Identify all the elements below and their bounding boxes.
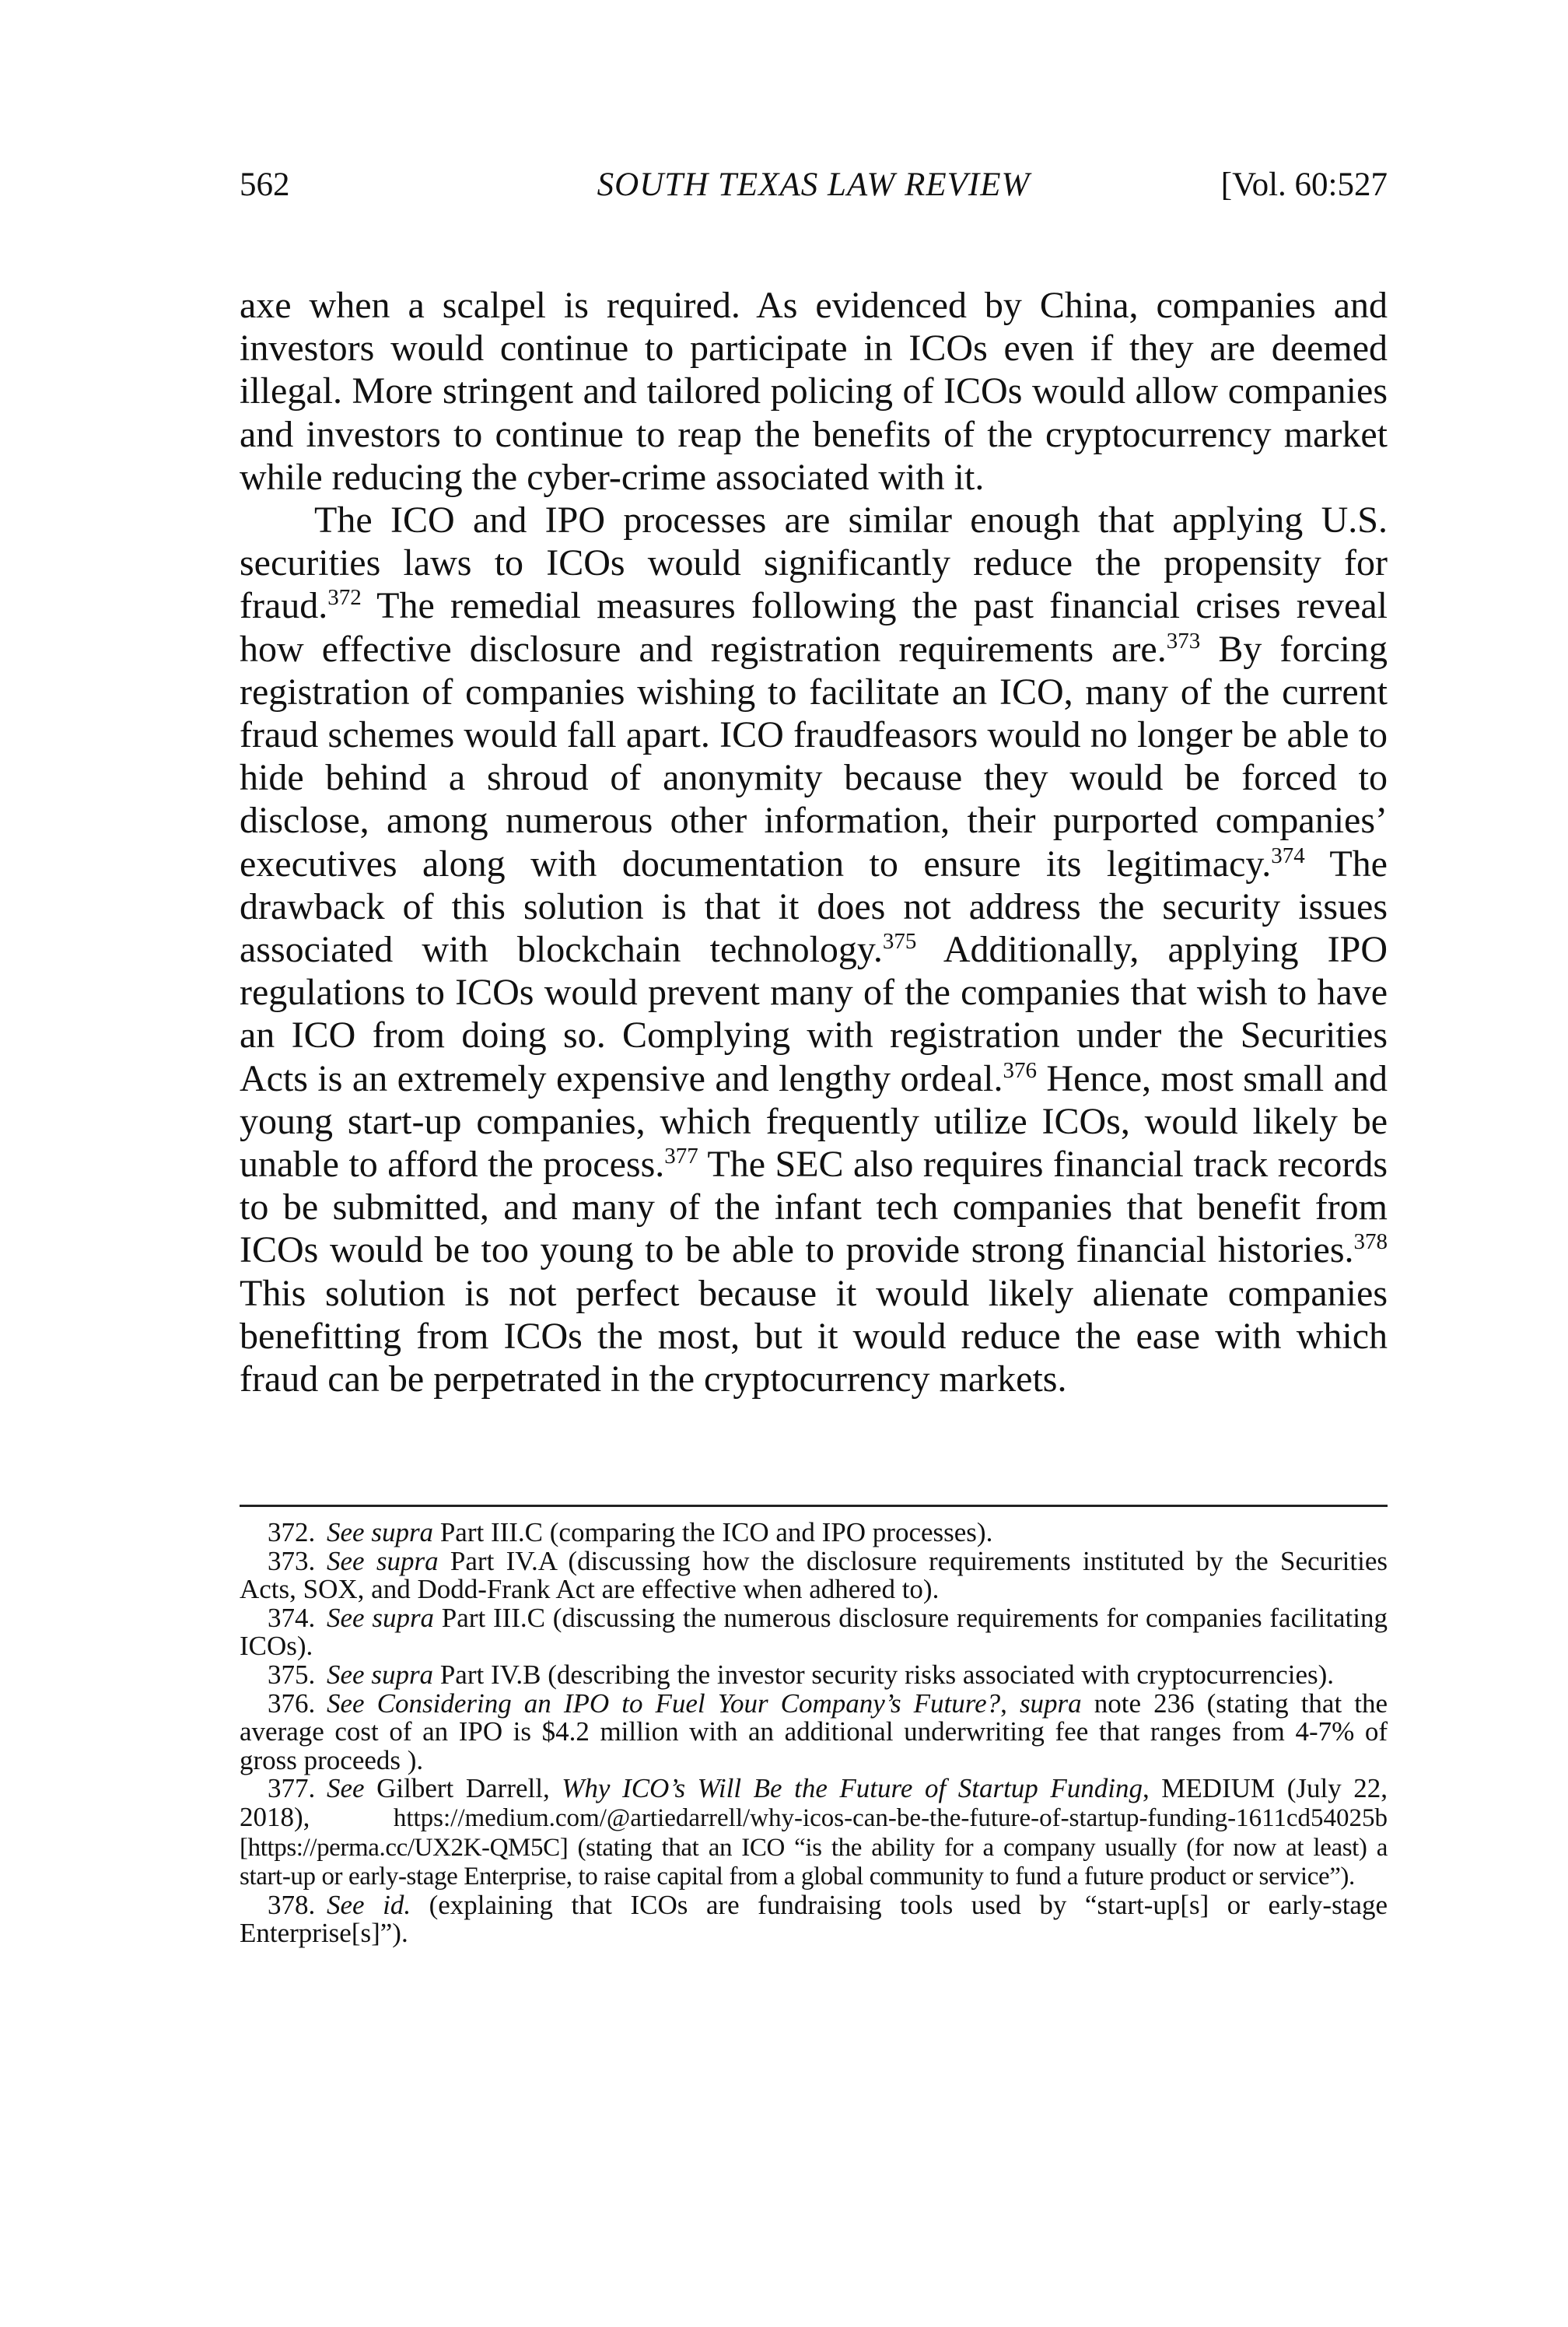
footnote-ref-374[interactable]: 374: [1271, 843, 1305, 868]
footnote-text: Part III.C (discussing the numerous disclosure requirements for companies facilitating ICOs).: [240, 1602, 1388, 1662]
article-title: Why ICO’s Will Be the Future of Startup Funding: [562, 1773, 1143, 1804]
body-text: [240, 284, 1388, 1400]
paragraph-continued: axe when a scalpel is required. As evidenced by China, companies and investors would continue to participate in ICOs even if they are deemed illegal. More stringent and tailored policing of ICOs would allow companies and investors to continue to reap the benefits of the cryptocurrency market while reducing the cyber-crime associated with it.: [240, 285, 1388, 498]
sentence: The remedial measures following the past financial crises reveal how effective disclosure and registration requirements are.: [240, 585, 1388, 670]
page-number: 562: [240, 166, 290, 203]
footnote-number: 372.: [268, 1517, 316, 1547]
citation-signal: See Considering an IPO to Fuel Your Company’s Future?: [327, 1687, 1001, 1719]
sentence: Additionally, applying IPO regulations to ICOs would prevent many of the companies that wish to have an ICO from doing so. Complying with registration under the Securities Acts is an extremely expensive and lengthy ordeal.: [240, 929, 1388, 1099]
footnote-text: Part III.C (comparing the ICO and IPO processes).: [433, 1517, 993, 1547]
supra-signal: supra: [1019, 1687, 1082, 1719]
citation-signal: See supra: [327, 1517, 434, 1547]
volume-citation: [Vol. 60:527: [1220, 166, 1388, 203]
footnote-372: [240, 1519, 1388, 1547]
punctuation: ,: [1000, 1687, 1020, 1719]
footnote-divider: [240, 1505, 1388, 1507]
sentence: The SEC also requires financial track records to be submitted, and many of the infant tech companies that benefit from ICOs would be too young to be able to provide strong financial histories.: [240, 1144, 1388, 1271]
running-header: [240, 162, 1388, 209]
footnote-number: 374.: [268, 1602, 316, 1633]
citation-signal: See supra: [327, 1659, 434, 1690]
citation-signal: See supra: [327, 1602, 435, 1633]
footnote-374: [240, 1604, 1388, 1661]
footnote-number: 376.: [268, 1687, 316, 1719]
paragraph-ico-ipo: [240, 499, 1388, 1400]
publication: , MEDIUM (July 22, 2018),: [240, 1773, 1388, 1832]
source-link[interactable]: https://medium.com/@artiedarrell/why-icos-can-be-the-future-of-startup-funding-1611cd54025b: [393, 1803, 1388, 1832]
footnote-373: [240, 1547, 1388, 1604]
footnote-text: Part IV.B (describing the investor security risks associated with cryptocurrencies).: [433, 1659, 1335, 1690]
footnote-ref-378[interactable]: 378: [1353, 1229, 1388, 1255]
footnote-377: [240, 1775, 1388, 1891]
citation-signal: See id.: [327, 1889, 411, 1920]
footnote-number: 375.: [268, 1659, 316, 1690]
author: Gilbert Darrell,: [364, 1773, 562, 1804]
sentence: By forcing registration of companies wishing to facilitate an ICO, many of the current fraud schemes would fall apart. ICO fraudfeasors would no longer be able to hide behind a shroud of anonymity because they would be forced to disclose, among numerous other information, their purported companies’ executives along with documentation to ensure its legitimacy.: [240, 628, 1388, 885]
footnote-text: Part IV.A (discussing how the disclosure requirements instituted by the Securities Acts, SOX, and Dodd-Frank Act are effective when adhered to).: [240, 1545, 1388, 1605]
footnote-ref-376[interactable]: 376: [1003, 1057, 1037, 1083]
footnote-number: 378.: [268, 1889, 316, 1920]
footnote-ref-377[interactable]: 377: [664, 1144, 698, 1169]
footnote-number: 377.: [268, 1773, 316, 1804]
citation-signal: See: [327, 1773, 365, 1804]
footnote-number: 373.: [268, 1545, 316, 1576]
footnote-text: note 236 (stating that the average cost of an IPO is $4.2 million with an additional underwriting fee that ranges from 4-7% of gross proceeds ).: [240, 1687, 1388, 1775]
footnote-ref-373[interactable]: 373: [1166, 628, 1201, 654]
footnote-ref-375[interactable]: 375: [882, 929, 917, 955]
sentence: Hence, most small and young start-up companies, which frequently utilize ICOs, would likely be unable to afford the process.: [240, 1057, 1388, 1186]
journal-title: SOUTH TEXAS LAW REVIEW: [597, 166, 1031, 203]
sentence: The drawback of this solution is that it does not address the security issues associated with blockchain technology.: [240, 843, 1388, 971]
footnote-text: (explaining that ICOs are fundraising tools used by “start-up[s] or early-stage Enterprise[s]”).: [240, 1889, 1388, 1949]
perma-link-and-parenthetical: [https://perma.cc/UX2K-QM5C] (stating that an ICO “is the ability for a company usually (for now at least) a start-up or early-stage Enterprise, to raise capital from a global community to fund a future product or service”).: [240, 1833, 1388, 1891]
footnote-375: [240, 1661, 1388, 1690]
footnote-376: [240, 1687, 1388, 1775]
sentence: The ICO and IPO processes are similar enough that applying U.S. securities laws to ICOs would significantly reduce the propensity for fraud.: [240, 499, 1388, 627]
footnote-378: [240, 1891, 1388, 1948]
sentence: This solution is not perfect because it would likely alienate companies benefitting from ICOs the most, but it would reduce the ease with which fraud can be perpetrated in the cryptocurrency markets.: [240, 1272, 1388, 1400]
footnote-ref-372[interactable]: 372: [327, 585, 362, 611]
footnotes: [240, 1519, 1388, 1948]
citation-signal: See supra: [327, 1545, 439, 1576]
